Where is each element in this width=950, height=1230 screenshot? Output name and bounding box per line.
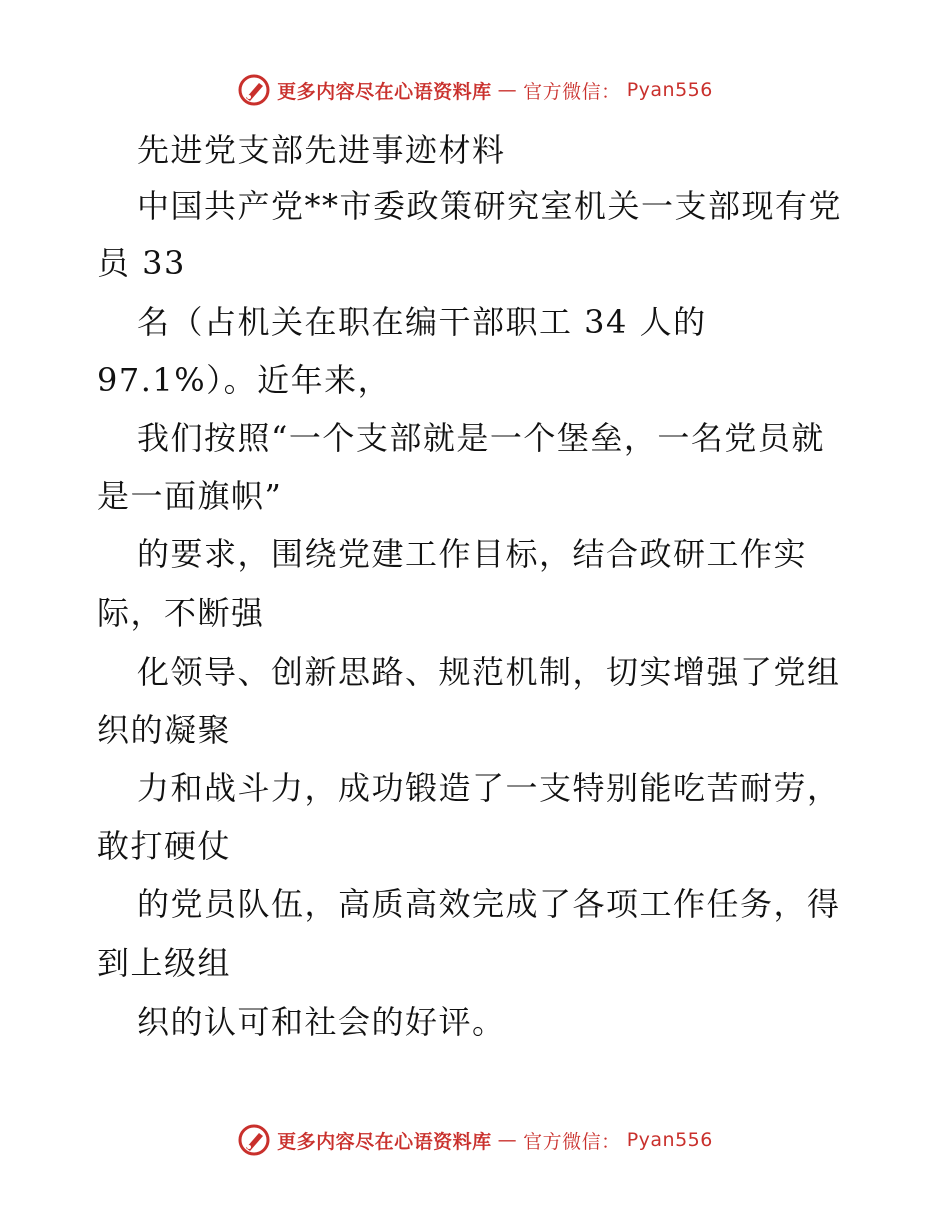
banner-wechat-label: 官方微信： [523,1130,621,1153]
footer-banner [0,1120,950,1160]
paragraph-line: 织的认可和社会的好评。 [137,1003,506,1041]
banner-separator: — [497,1129,518,1151]
banner-title: 更多内容尽在心语资料库 [277,1130,492,1153]
header-banner [0,70,950,110]
banner-wechat-id: Pyan556 [626,1129,713,1151]
banner-wechat-label: 官方微信： [523,80,621,103]
paragraph-line: 的要求，围绕党建工作目标，结合政研工作实 [137,535,808,573]
paragraph-line: 员 33 [97,244,186,282]
paragraph-line: 到上级组 [97,944,232,982]
paragraph-line: 名（占机关在职在编干部职工 34 人的 [137,303,707,341]
paragraph-line: 际，不断强 [97,594,265,632]
paragraph-line: 我们按照“一个支部就是一个堡垒，一名党员就 [137,419,825,457]
paragraph-line: 织的凝聚 [97,711,232,749]
paragraph-line: 97.1%）。近年来， [97,361,392,399]
paragraph-line: 化领导、创新思路、规范机制，切实增强了党组 [137,653,841,691]
banner-separator: — [497,79,518,101]
banner-wechat-id: Pyan556 [626,79,713,101]
paragraph-line: 的党员队伍，高质高效完成了各项工作任务，得 [137,885,841,923]
paragraph-line: 中国共产党**市委政策研究室机关一支部现有党 [137,187,843,225]
banner-title: 更多内容尽在心语资料库 [277,80,492,103]
pen-logo-icon [237,73,271,107]
paragraph-line: 力和战斗力，成功锻造了一支特别能吃苦耐劳， [137,769,841,807]
paragraph-line: 是一面旗帜” [97,477,283,515]
pen-logo-icon [237,1123,271,1157]
paragraph-line: 敢打硬仗 [97,827,232,865]
document-title: 先进党支部先进事迹材料 [137,131,506,169]
